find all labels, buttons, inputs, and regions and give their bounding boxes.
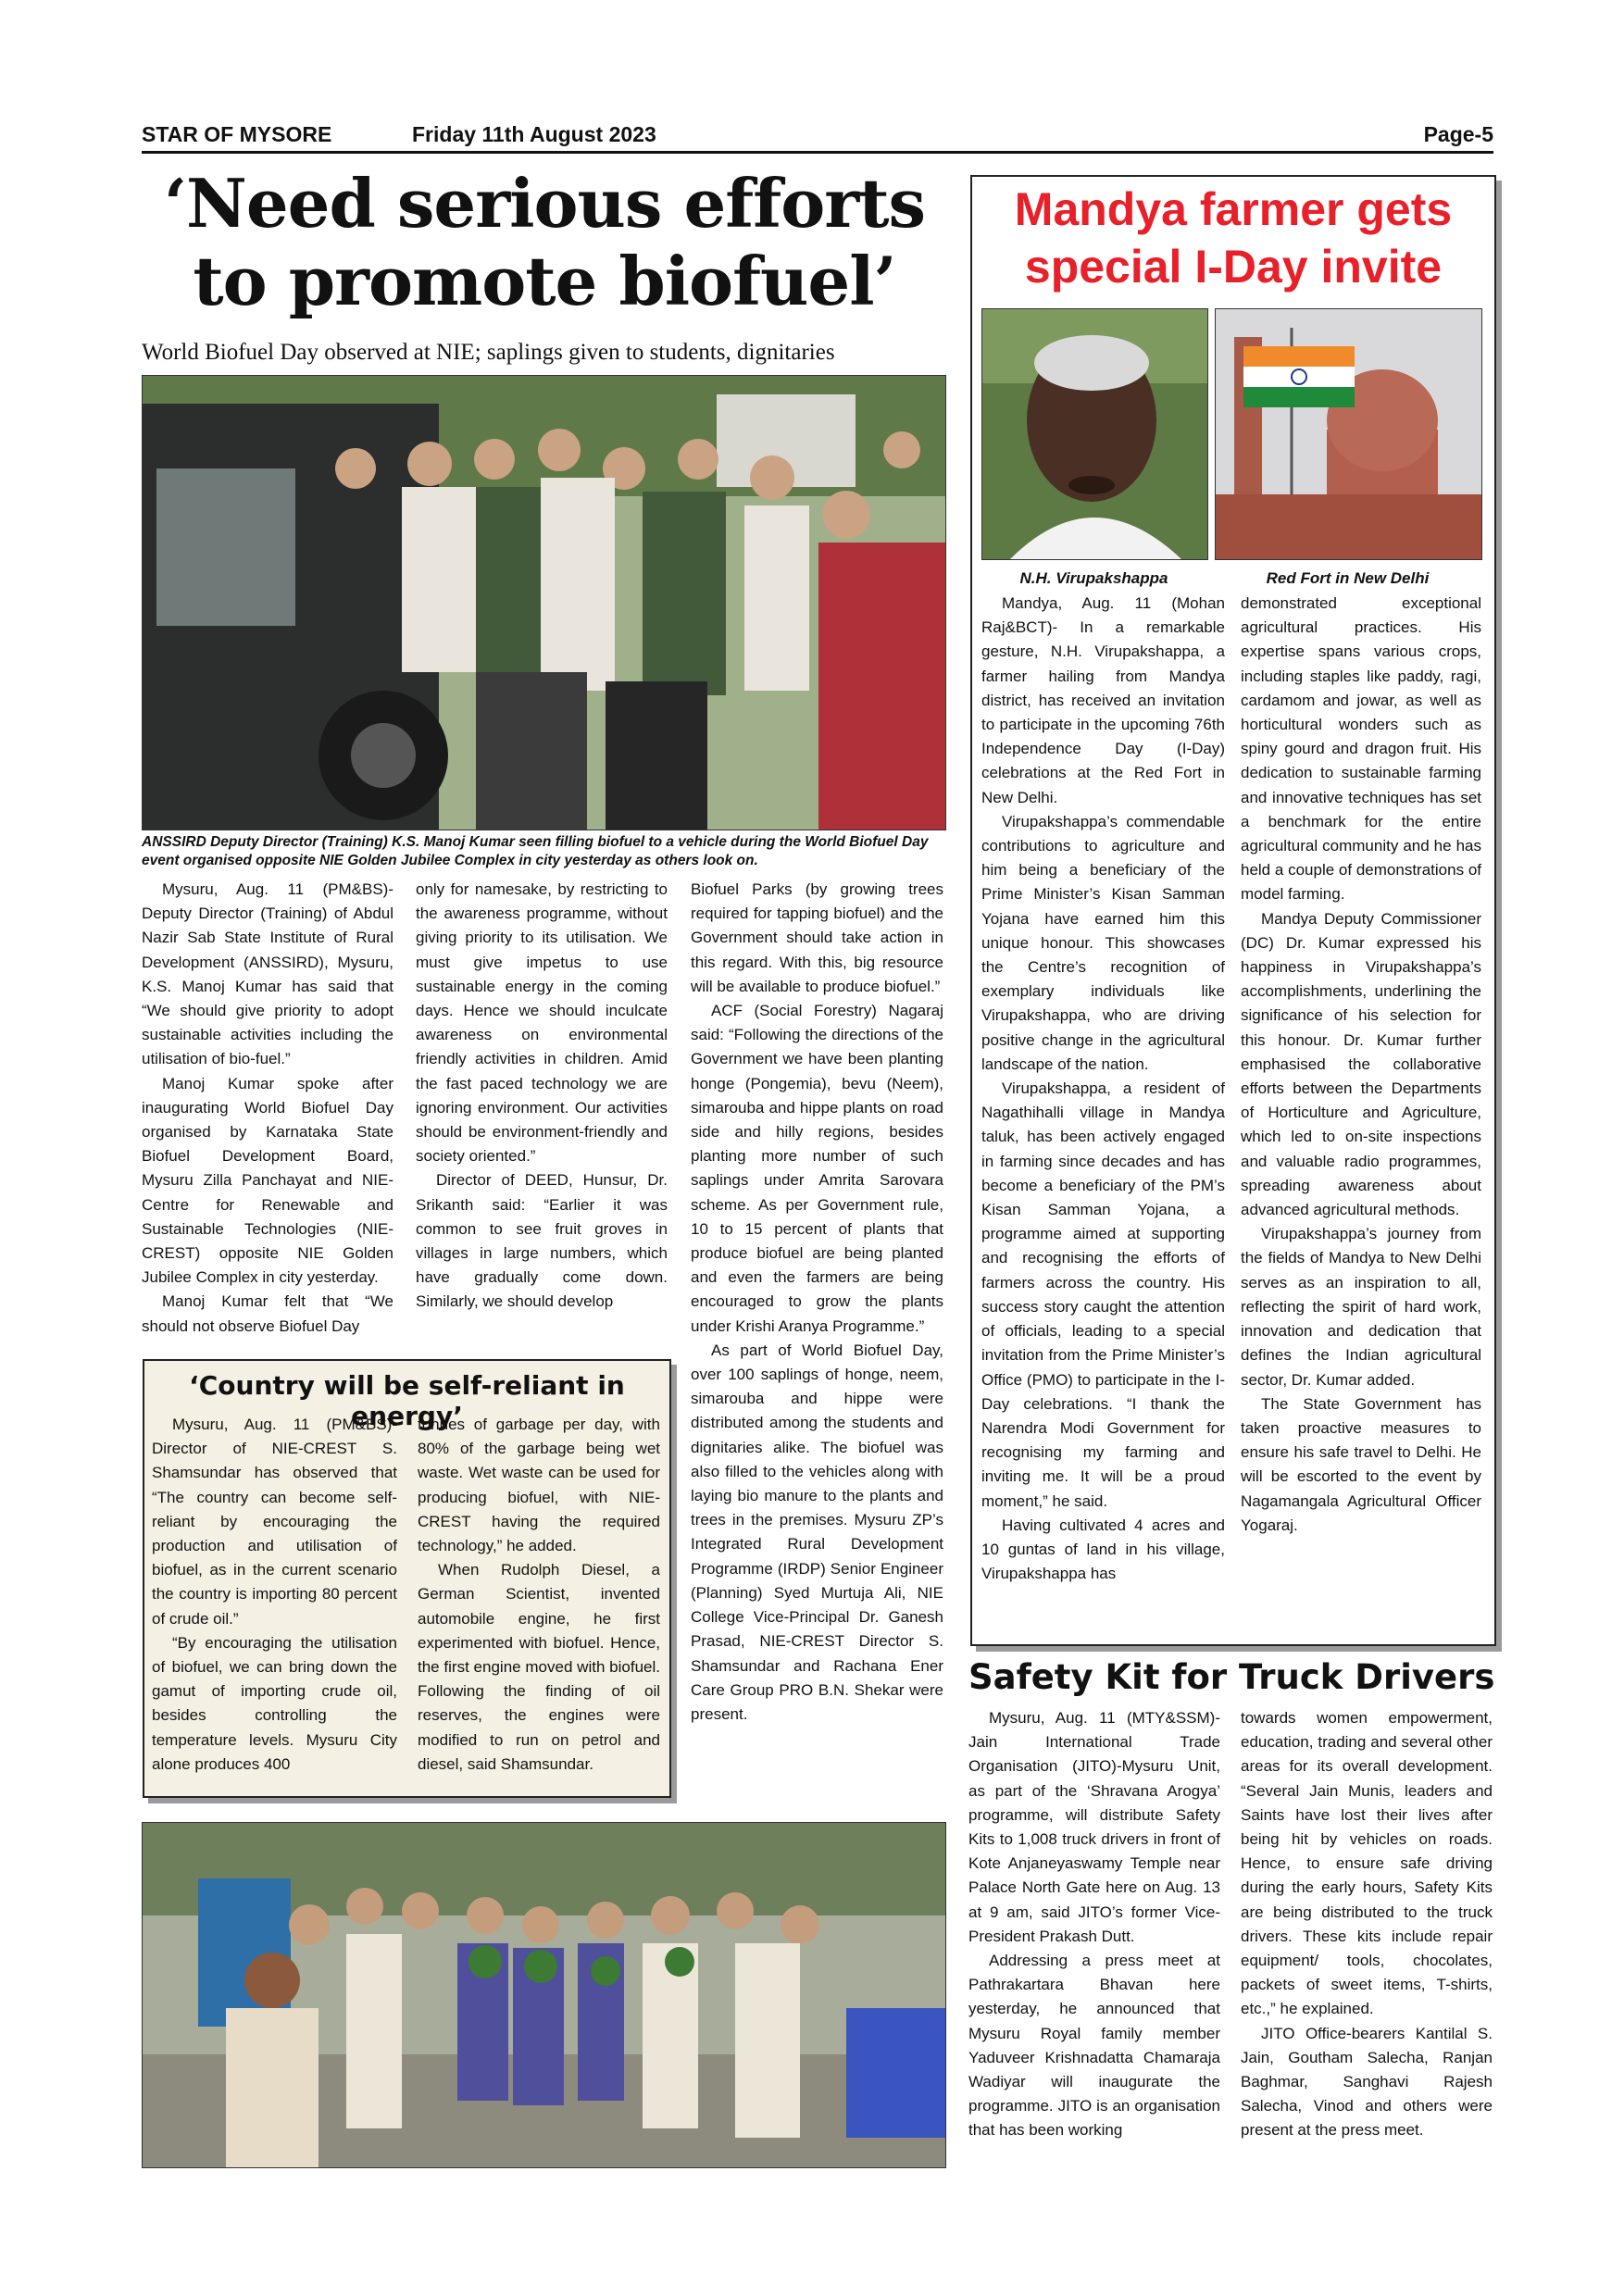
biofuel-event-photo [142, 375, 946, 830]
paragraph: Director of DEED, Hunsur, Dr. Srikanth said: “Earlier it was common to see fruit groves in villages in large numbers, which have gradually come down. Similarly, we should develop [416, 1171, 668, 1311]
box-title: ‘Country will be self-reliant in energy’ [189, 1370, 625, 1431]
paragraph: When Rudolph Diesel, a German Scientist, invented automobile engine, he first experimented with biofuel. Hence, the first engine moved with biofuel. Following the finding of oil reserves, the engines were modified to run on petrol and diesel, said Shamsundar. [418, 1561, 660, 1773]
virupakshappa-photo [981, 308, 1208, 560]
red-fort-caption: Red Fort in New Delhi [1266, 569, 1430, 587]
paragraph: Mysuru, Aug. 11 (MTY&SSM)- Jain International Trade Organisation (JITO)-Mysuru Unit, as part of the ‘Shravana Arogya’ programme, will distribute Safety Kits to 1,008 truck drivers in front of Kote Anjaneyaswamy Temple near Palace North Gate here on Aug. 13 at 9 am, said JITO’s former Vice-President Prakash Dutt. [968, 1709, 1220, 1945]
box-col-1 [152, 1413, 397, 1777]
paragraph: Virupakshappa’s journey from the fields of Mandya to New Delhi serves as an inspiration to all, reflecting the spirit of hard work, innovation and dedication that defines the Indian agricultural sector, Dr. Kumar added. [1241, 1225, 1481, 1389]
main-article-col-3 [691, 878, 943, 1727]
sapling-distribution-photo [142, 1822, 946, 2168]
paragraph: Mandya, Aug. 11 (Mohan Raj&BCT)- In a remarkable gesture, N.H. Virupakshappa, a farmer hailing from Mandya district, has received an invitation to participate in the upcoming 76th Independence Day (I-Day) celebrations at the Red Fort in New Delhi. [981, 594, 1225, 806]
safety-col-2 [1241, 1706, 1493, 2143]
paragraph: Virupakshappa’s commendable contributions to agriculture and him being a beneficiary of the Prime Minister’s Kisan Samman Yojana have earned him this unique honour. This showcases the Centre’s recognition of exemplary individuals like Virupakshappa, who are driving positive change in the agricultural landscape of the nation. [981, 812, 1225, 1073]
paragraph: The State Government has taken proactive measures to ensure his safe travel to Delhi. He will be escorted to the event by Nagamangala Agricultural Officer Yogaraj. [1241, 1394, 1481, 1534]
paragraph: towards women empowerment, education, trading and several other areas for its overall development. “Several Jain Munis, leaders and Saints have lost their lives after being hit by vehicles on roads. Hence, to ensure safe driving during the early hours, Safety Kits are being distributed to the truck drivers. These kits include repair equipment/ tools, chocolates, packets of sweet items, T-shirts, etc.,” he explained. [1241, 1709, 1493, 2018]
paragraph: tonnes of garbage per day, with 80% of the garbage being wet waste. Wet waste can be used for producing biofuel, with NIE-CREST having the required technology,” he added. [418, 1416, 660, 1555]
main-article-col-1 [142, 878, 394, 1339]
red-fort-photo [1215, 308, 1482, 560]
country-self-reliant-box [143, 1359, 671, 1798]
main-article-col-2 [416, 878, 668, 1315]
mandya-col-2 [1241, 592, 1481, 1538]
page-number: Page-5 [1423, 122, 1493, 146]
paper-name: STAR OF MYSORE [142, 122, 332, 146]
paragraph: Virupakshappa, a resident of Nagathihalli village in Mandya taluk, has been actively engaged in farming since decades and has become a beneficiary of the PM’s Kisan Samman Yojana, a programme aimed at supporting and recognising the efforts of farmers across the country. His success story caught the attention of officials, leading to a special invitation from the Prime Minister’s Office (PMO) to participate in the I-Day celebrations. “I thank the Narendra Modi Government for recognising my farming and inviting me. It will be a proud moment,” he said. [981, 1079, 1225, 1510]
virupakshappa-caption: N.H. Virupakshappa [1019, 569, 1168, 587]
safety-col-1 [968, 1706, 1220, 2143]
paragraph: Having cultivated 4 acres and 10 guntas of land in his village, Virupakshappa has [981, 1516, 1225, 1583]
paragraph: Mysuru, Aug. 11 (PM&BS)- Director of NIE-CREST S. Shamsundar has observed that “The country can become self-reliant by encouraging the production and utilisation of biofuel, as in the current scenario the country is importing 80 percent of crude oil.” [152, 1416, 397, 1628]
paragraph: Mandya Deputy Commissioner (DC) Dr. Kumar expressed his happiness in Virupakshappa’s accomplishments, underlining the significance of his selection for this honour. Dr. Kumar further emphasised the collaborative efforts between the Departments of Horticulture and Agriculture, which led to on-site inspections and valuable radio programmes, spreading awareness about advanced agricultural methods. [1241, 909, 1481, 1219]
mandya-farmer-box [970, 175, 1496, 1646]
mandya-col-1 [981, 592, 1225, 1586]
paragraph: Manoj Kumar spoke after inaugurating World Biofuel Day organised by Karnataka State Biofuel Development Board, Mysuru Zilla Panchayat and NIE-Centre for Renewable and Sustainable Technologies (NIE-CREST) opposite NIE Golden Jubilee Complex in city yesterday. [142, 1074, 394, 1287]
paragraph: only for namesake, by restricting to the awareness programme, without giving priority to its utilisation. We must give impetus to use sustainable energy in the coming days. Hence we should inculcate awareness on environmental friendly activities in children. Amid the fast paced technology we are ignoring environment. Our activities should be environment-friendly and society oriented.” [416, 880, 668, 1166]
masthead-rule [142, 151, 1493, 154]
main-subhead: World Biofuel Day observed at NIE; saplings given to students, dignitaries [142, 340, 835, 365]
paragraph: Mysuru, Aug. 11 (PM&BS)- Deputy Director (Training) of Abdul Nazir Sab State Institute of Rural Development (ANSSIRD), Mysuru, K.S. Manoj Kumar has said that “We should give priority to adopt sustainable activities including the utilisation of bio-fuel.” [142, 880, 394, 1068]
paragraph: demonstrated exceptional agricultural practices. His expertise spans various crops, including staples like paddy, ragi, cardamom and jowar, as well as horticultural wonders such as spiny gourd and dragon fruit. His dedication to sustainable farming and innovative techniques has set a benchmark for the entire agricultural community and he has held a couple of demonstrations of model farming. [1241, 594, 1481, 904]
safety-kit-headline: Safety Kit for Truck Drivers [968, 1657, 1495, 1697]
main-photo-caption: ANSSIRD Deputy Director (Training) K.S. Manoj Kumar seen filling biofuel to a vehicle during the World Biofuel Day event organised opposite NIE Golden Jubilee Complex in city yesterday as others look on. [142, 834, 929, 868]
paragraph: Manoj Kumar felt that “We should not observe Biofuel Day [142, 1292, 394, 1335]
paragraph: JITO Office-bearers Kantilal S. Jain, Goutham Salecha, Ranjan Baghmar, Sanghavi Rajesh Salecha, Vinod and others were present at the press meet. [1241, 2024, 1493, 2140]
main-headline: ‘Need serious efforts to promote biofuel’ [163, 164, 925, 320]
paragraph: As part of World Biofuel Day, over 100 saplings of honge, neem, simarouba and hippe were distributed among the students and dignitaries alike. The biofuel was also filled to the vehicles along with laying bio manure to the plants and trees in the premises. Mysuru ZP’s Integrated Rural Development Programme (IRDP) Senior Engineer (Planning) Syed Murtuja Ali, NIE College Vice-Principal Dr. Ganesh Prasad, NIE-CREST Director S. Shamsundar and Rachana Ener Care Group PRO B.N. Shekar were present. [691, 1341, 943, 1723]
paragraph: Addressing a press meet at Pathrakartara Bhavan here yesterday, he announced that Mysuru Royal family member Yaduveer Krishnadatta Chamaraja Wadiyar will inaugurate the programme. JITO is an organisation that has been working [968, 1952, 1220, 2140]
masthead [142, 120, 1493, 152]
issue-date: Friday 11th August 2023 [412, 122, 656, 146]
box-title: Mandya farmer gets special I-Day invite [1014, 183, 1453, 293]
paragraph: Biofuel Parks (by growing trees required for tapping biofuel) and the Government should take action in this regard. With this, big resource will be available to produce biofuel.” [691, 880, 943, 995]
paragraph: ACF (Social Forestry) Nagaraj said: “Following the directions of the Government we have been planting honge (Pongemia), bevu (Neem), simarouba and hippe plants on road side and hilly regions, besides planting more number of such saplings under Amrita Sarovara scheme. As per Government rule, 10 to 15 percent of plants that produce biofuel are being planted and even the farmers are being encouraged to grow the plants under Krishi Aranya Programme.” [691, 1002, 943, 1335]
paragraph: “By encouraging the utilisation of biofuel, we can bring down the gamut of importing crude oil, besides controlling the temperature levels. Mysuru City alone produces 400 [152, 1633, 397, 1773]
box-col-2 [418, 1413, 660, 1777]
